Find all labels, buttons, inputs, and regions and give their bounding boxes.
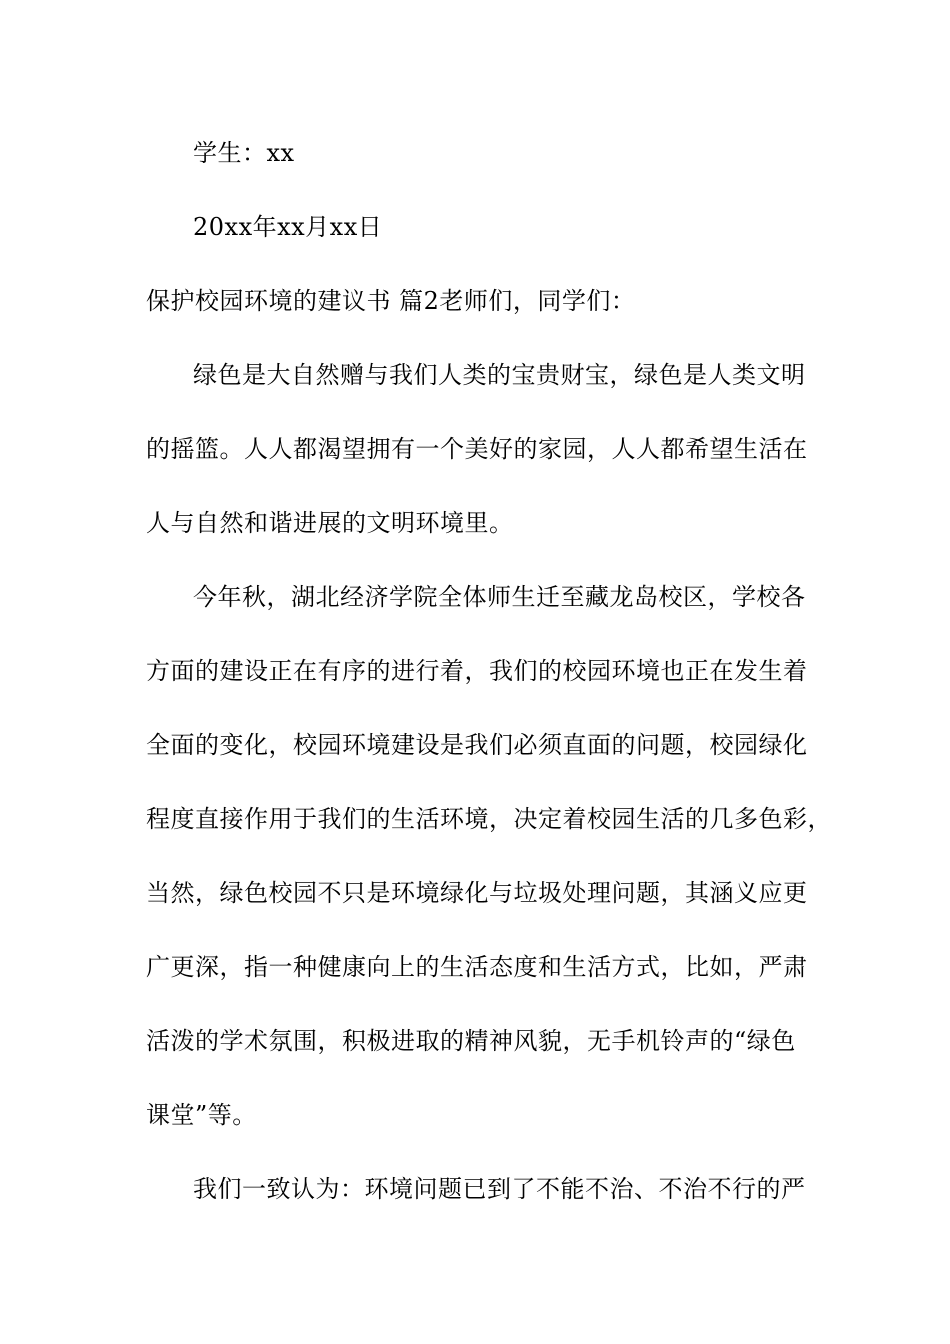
paragraph-line: 今年秋，湖北经济学院全体师生迁至藏龙岛校区，学校各 [193, 583, 806, 611]
paragraph-line: 当然，绿色校园不只是环境绿化与垃圾处理问题，其涵义应更 [146, 879, 808, 907]
section-heading: 保护校园环境的建议书 篇2老师们，同学们： [146, 287, 636, 315]
paragraph-line: 方面的建设正在有序的进行着，我们的校园环境也正在发生着 [146, 657, 808, 685]
paragraph-line: 的摇篮。人人都渴望拥有一个美好的家园，人人都希望生活在 [146, 435, 808, 463]
paragraph-line: 人与自然和谐进展的文明环境里。 [146, 509, 514, 537]
paragraph-line: 我们一致认为：环境问题已到了不能不治、不治不行的严 [193, 1175, 806, 1203]
paragraph-line: 活泼的学术氛围，积极进取的精神风貌，无手机铃声的“绿色 [146, 1027, 796, 1055]
paragraph-line: 绿色是大自然赠与我们人类的宝贵财宝，绿色是人类文明 [193, 361, 806, 389]
paragraph-line: 程度直接作用于我们的生活环境，决定着校园生活的几多色彩， [146, 805, 832, 833]
paragraph-line: 课堂”等。 [146, 1101, 257, 1129]
paragraph-line: 全面的变化，校园环境建设是我们必须直面的问题，校园绿化 [146, 731, 808, 759]
signature-student: 学生：xx [193, 139, 295, 167]
signature-date: 20xx年xx月xx日 [193, 213, 383, 241]
paragraph-line: 广更深，指一种健康向上的生活态度和生活方式，比如，严肃 [146, 953, 808, 981]
